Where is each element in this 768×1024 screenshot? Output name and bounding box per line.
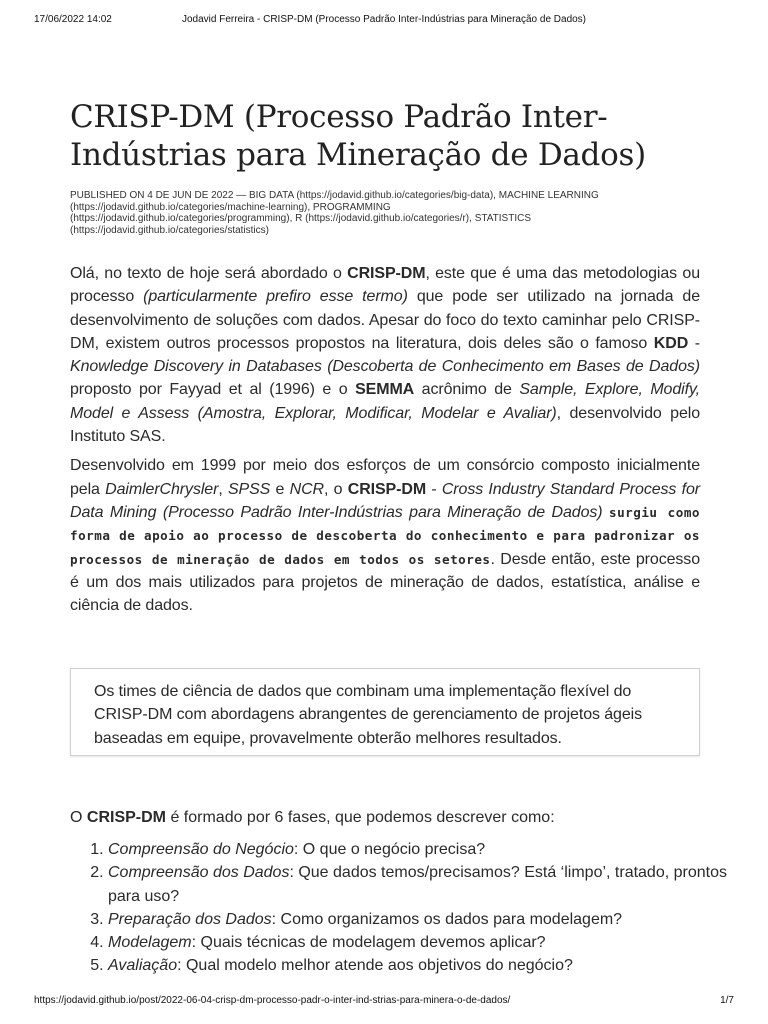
print-page-title: Jodavid Ferreira - CRISP-DM (Processo Padrão Inter-Indústrias para Mineração de Dados): [181, 14, 587, 25]
list-item: 5. Avaliação: Qual modelo melhor atende aos objetivos do negócio?: [108, 954, 738, 977]
category-link-big-data[interactable]: BIG DATA (https://jodavid.github.io/categories/big-data): [248, 190, 494, 201]
post-meta: PUBLISHED ON 4 DE JUN DE 2022 — BIG DATA (https://jodavid.github.io/categories/big-data), MACHINE LEARNING (https://jodavid.github.io/categories/machine-learning), PROGRAMMING (https://jodavid.github.io/categories/programming), R (https://jodavid.github.io/categories/r), STATISTICS (https://jodavid.github.io/categories/statistics): [70, 190, 599, 236]
blockquote: [70, 668, 700, 756]
kdd-term: KDD: [653, 334, 689, 352]
crisp-dm-term: CRISP-DM: [86, 809, 166, 826]
phases-list: [70, 838, 738, 978]
category-link-programming[interactable]: PROGRAMMING (https://jodavid.github.io/categories/programming): [70, 201, 391, 224]
intro-paragraph: Olá, no texto de hoje será abordado o CRISP-DM, este que é uma das metodologias ou processo (particularmente prefiro esse termo) que pode ser utilizado na jornada de desenvolvimento de soluções com dados. Apesar do foco do texto caminhar pelo CRISP-DM, existem outros processos propostos na literatura, dois deles são o famoso KDD - Knowledge Discovery in Databases (Descoberta de Conhecimento em Bases de Dados) proposto por Fayyad et al (1996) e o SEMMA acrônimo de Sample, Explore, Modify, Model e Assess (Amostra, Explorar, Modificar, Modelar e Avaliar), desenvolvido pelo Instituto SAS.: [70, 265, 701, 446]
published-date: PUBLISHED ON 4 DE JUN DE 2022: [70, 190, 234, 201]
category-link-machine-learning[interactable]: MACHINE LEARNING (https://jodavid.github.io/categories/machine-learning): [70, 190, 599, 213]
blockquote-text: Os times de ciência de dados que combinam uma implementação flexível do CRISP-DM com abordagens abrangentes de gerenciamento de projetos ágeis baseadas em equipe, provavelmente obterão melhores resultados.: [94, 683, 642, 747]
meta-separator: —: [233, 190, 249, 201]
print-url: https://jodavid.github.io/post/2022-06-04-crisp-dm-processo-padr-o-inter-ind-strias-para-minera-o-de-dados/: [34, 995, 511, 1006]
page-number: 1/7: [720, 995, 734, 1006]
category-link-statistics[interactable]: STATISTICS (https://jodavid.github.io/categories/statistics): [70, 213, 531, 236]
list-item: 4. Modelagem: Quais técnicas de modelagem devemos aplicar?: [108, 931, 738, 954]
post-content: [70, 98, 700, 617]
phases-intro: O CRISP-DM é formado por 6 fases, que podemos descrever como:: [70, 809, 555, 826]
category-link-r[interactable]: R (https://jodavid.github.io/categories/r): [295, 213, 470, 224]
list-item: 2. Compreensão dos Dados: Que dados temos/precisamos? Está ‘limpo’, tratado, prontos para uso?: [108, 861, 738, 908]
list-item: 1. Compreensão do Negócio: O que o negócio precisa?: [108, 838, 738, 861]
highlighted-code-text: surgiu como forma de apoio ao processo de descoberta do conhecimento e para padronizar os processos de mineração de dados em todos os setores: [70, 504, 700, 567]
crisp-dm-term: CRISP-DM: [347, 265, 426, 282]
post-title: CRISP-DM (Processo Padrão Inter-Indústrias para Mineração de Dados): [70, 99, 646, 173]
semma-term: SEMMA: [355, 381, 415, 399]
print-datetime: 17/06/2022 14:02: [34, 14, 112, 25]
list-item: 3. Preparação dos Dados: Como organizamos os dados para modelagem?: [108, 908, 738, 931]
crisp-dm-term: CRISP-DM: [347, 480, 427, 498]
history-paragraph: Desenvolvido em 1999 por meio dos esforços de um consórcio composto inicialmente pela DaimlerChrysler, SPSS e NCR, o CRISP-DM - Cross Industry Standard Process for Data Mining (Processo Padrão Inter-Indústrias para Mineração de Dados) surgiu como forma de apoio ao processo de descoberta do conhecimento e para padronizar os processos de mineração de dados em todos os setores. Desde então, este processo é um dos mais utilizados para projetos de mineração de dados, estatística, análise e ciência de dados.: [70, 457, 701, 615]
